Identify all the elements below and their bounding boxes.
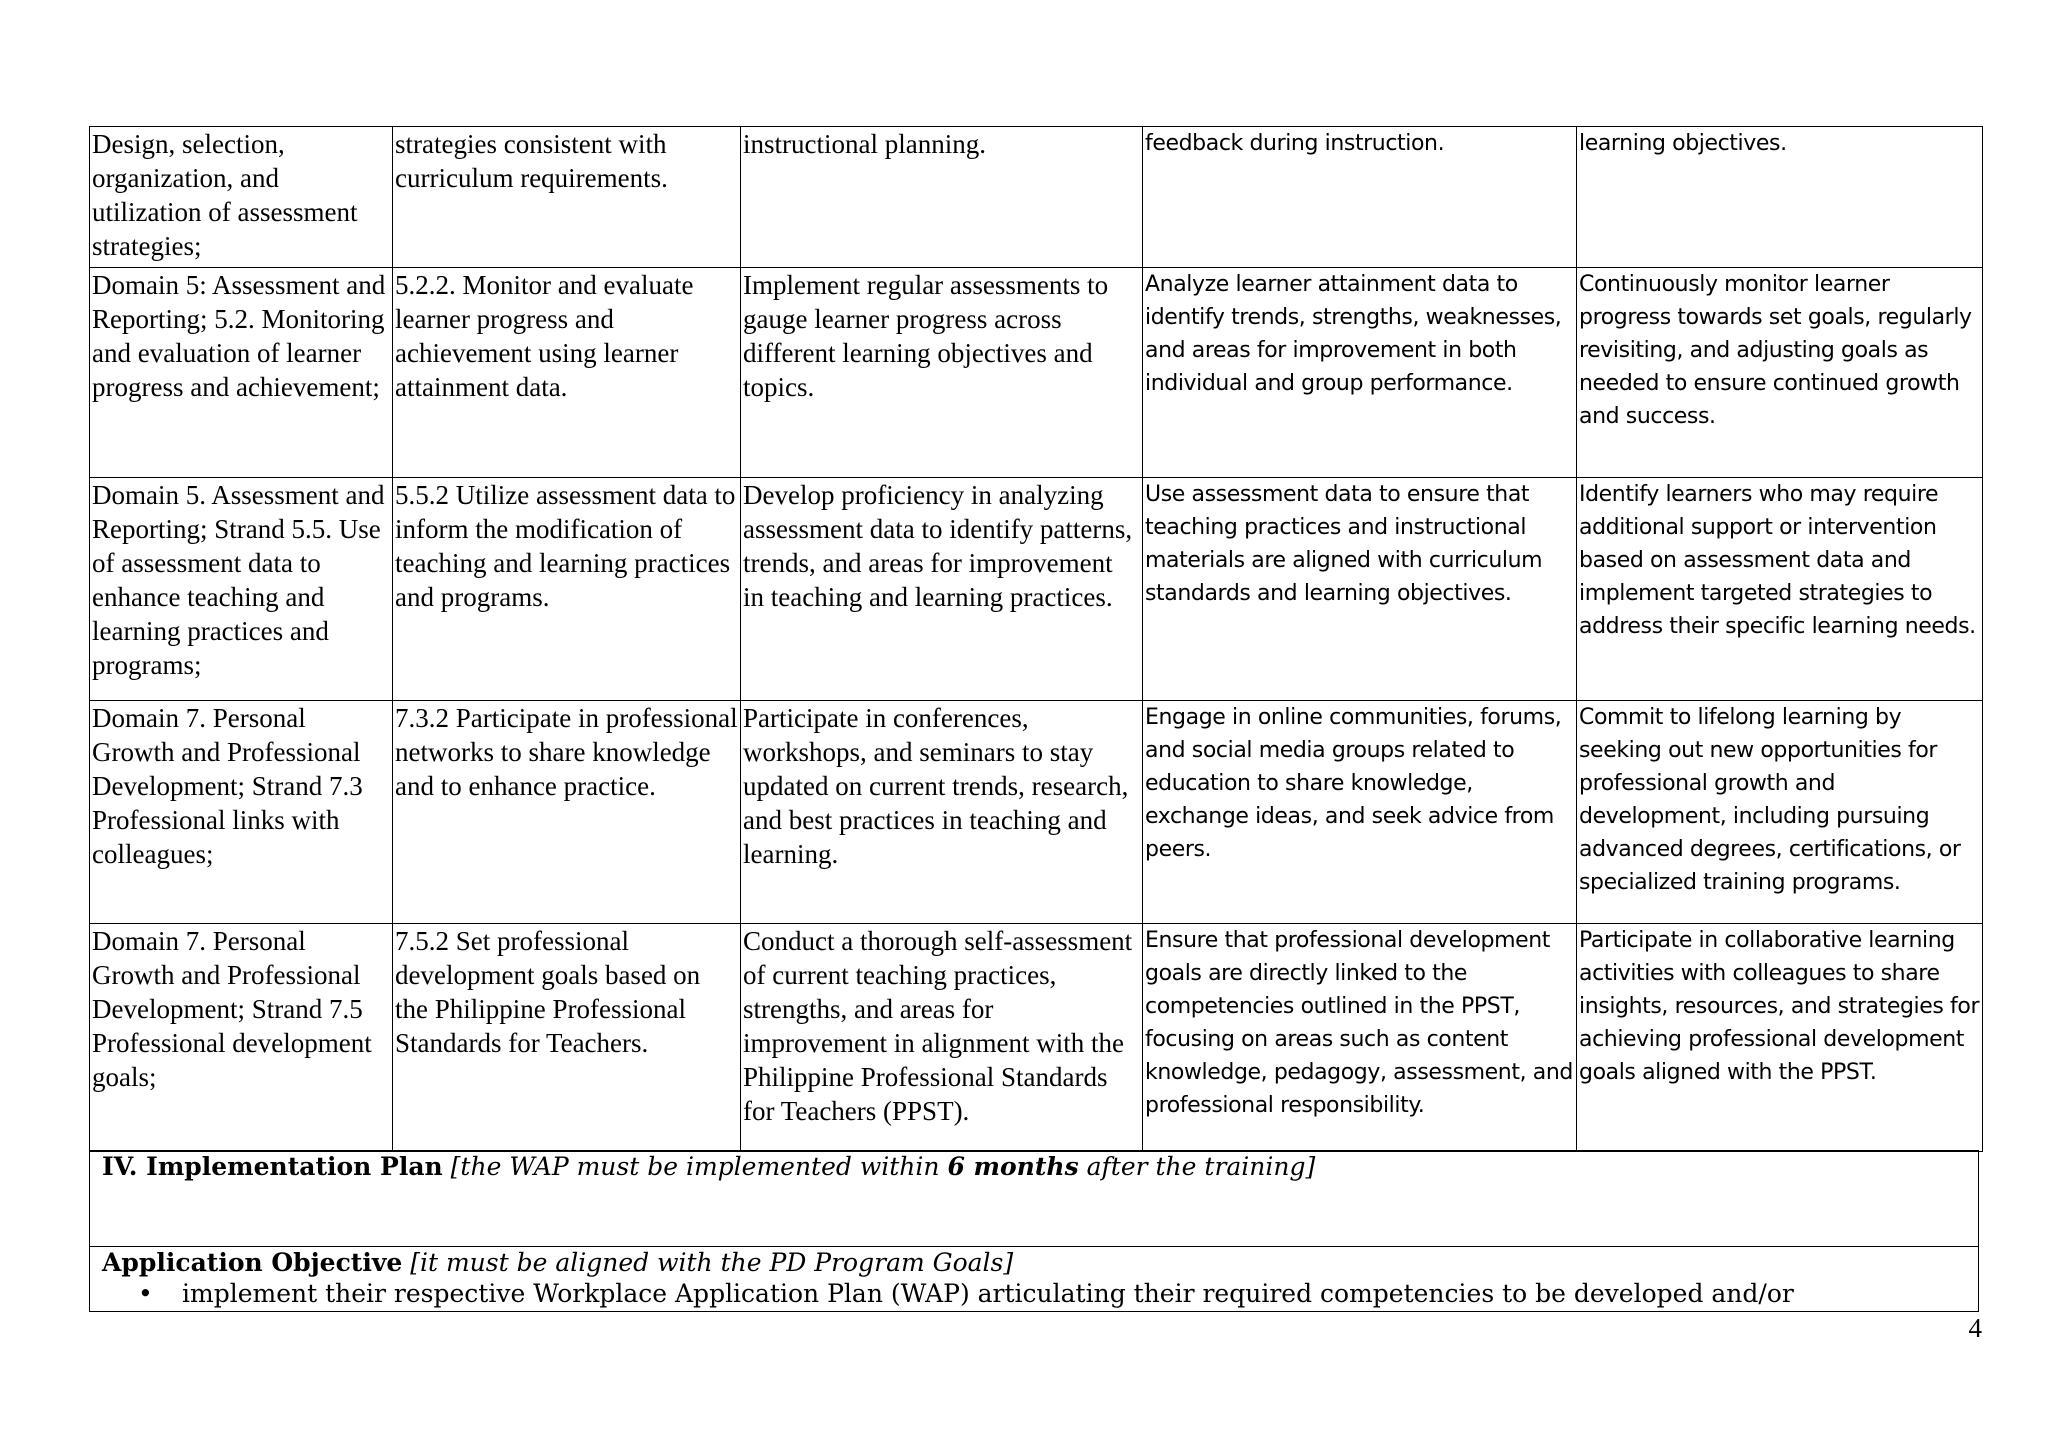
strategy-cell: Analyze learner attainment data to identify trends, strengths, weaknesses, and areas for improvement in both individual and group performance. [1143, 268, 1577, 478]
domain-cell: Domain 7. Personal Growth and Professional Development; Strand 7.3 Professional links with colleagues; [90, 701, 393, 924]
action-cell: Participate in collaborative learning activities with colleagues to share insights, resources, and strategies for achieving professional development goals aligned with the PPST. [1577, 924, 1983, 1152]
action-cell: learning objectives. [1577, 127, 1983, 268]
table-row [90, 478, 1983, 701]
indicator-cell: 7.5.2 Set professional development goals based on the Philippine Professional Standards for Teachers. [393, 924, 741, 1152]
objective-cell: Participate in conferences, workshops, and seminars to stay updated on current trends, research, and best practices in teaching and learning. [741, 701, 1143, 924]
wap-table [89, 126, 1983, 1152]
strategy-cell: Use assessment data to ensure that teaching practices and instructional materials are aligned with curriculum standards and learning objectives. [1143, 478, 1577, 701]
indicator-cell: strategies consistent with curriculum requirements. [393, 127, 741, 268]
list-item [138, 1279, 1978, 1309]
application-objective-section [89, 1247, 1979, 1312]
application-heading-line [102, 1247, 1978, 1279]
objective-cell: Implement regular assessments to gauge learner progress across different learning objectives and topics. [741, 268, 1143, 478]
objective-cell: Develop proficiency in analyzing assessment data to identify patterns, trends, and areas for improvement in teaching and learning practices. [741, 478, 1143, 701]
implementation-duration: 6 months [947, 1152, 1079, 1181]
application-bullet-text: implement their respective Workplace Application Plan (WAP) articulating their required competencies to be developed and/or [182, 1279, 1794, 1308]
action-cell: Commit to lifelong learning by seeking out new opportunities for professional growth and development, including pursuing advanced degrees, certifications, or specialized training programs. [1577, 701, 1983, 924]
objective-cell: Conduct a thorough self-assessment of current teaching practices, strengths, and areas for improvement in alignment with the Philippine Professional Standards for Teachers (PPST). [741, 924, 1143, 1152]
application-note: [it must be aligned with the PD Program Goals] [410, 1248, 1014, 1277]
table-row [90, 924, 1983, 1152]
indicator-cell: 7.3.2 Participate in professional networks to share knowledge and to enhance practice. [393, 701, 741, 924]
strategy-cell: Engage in online communities, forums, and social media groups related to education to share knowledge, exchange ideas, and seek advice from peers. [1143, 701, 1577, 924]
strategy-cell: feedback during instruction. [1143, 127, 1577, 268]
implementation-heading: IV. Implementation Plan [102, 1152, 443, 1181]
application-heading: Application Objective [102, 1248, 403, 1277]
indicator-cell: 5.2.2. Monitor and evaluate learner progress and achievement using learner attainment data. [393, 268, 741, 478]
implementation-heading-line [102, 1151, 1978, 1183]
objective-cell: instructional planning. [741, 127, 1143, 268]
strategy-cell: Ensure that professional development goals are directly linked to the competencies outlined in the PPST, focusing on areas such as content knowledge, pedagogy, assessment, and professional responsibility. [1143, 924, 1577, 1152]
domain-cell: Domain 7. Personal Growth and Professional Development; Strand 7.5 Professional development goals; [90, 924, 393, 1152]
page-number: 4 [1968, 1313, 1982, 1343]
implementation-plan-section [89, 1150, 1979, 1247]
domain-cell: Domain 5: Assessment and Reporting; 5.2. Monitoring and evaluation of learner progress and achievement; [90, 268, 393, 478]
bullet-icon: • [138, 1279, 153, 1308]
action-cell: Identify learners who may require additional support or intervention based on assessment data and implement targeted strategies to address their specific learning needs. [1577, 478, 1983, 701]
table-row [90, 701, 1983, 924]
action-cell: Continuously monitor learner progress towards set goals, regularly revisiting, and adjusting goals as needed to ensure continued growth and success. [1577, 268, 1983, 478]
implementation-note: [the WAP must be implemented within 6 months after the training] [450, 1152, 1316, 1181]
table-row [90, 268, 1983, 478]
table-row [90, 127, 1983, 268]
indicator-cell: 5.5.2 Utilize assessment data to inform the modification of teaching and learning practices and programs. [393, 478, 741, 701]
domain-cell: Design, selection, organization, and utilization of assessment strategies; [90, 127, 393, 268]
domain-cell: Domain 5. Assessment and Reporting; Strand 5.5. Use of assessment data to enhance teaching and learning practices and programs; [90, 478, 393, 701]
